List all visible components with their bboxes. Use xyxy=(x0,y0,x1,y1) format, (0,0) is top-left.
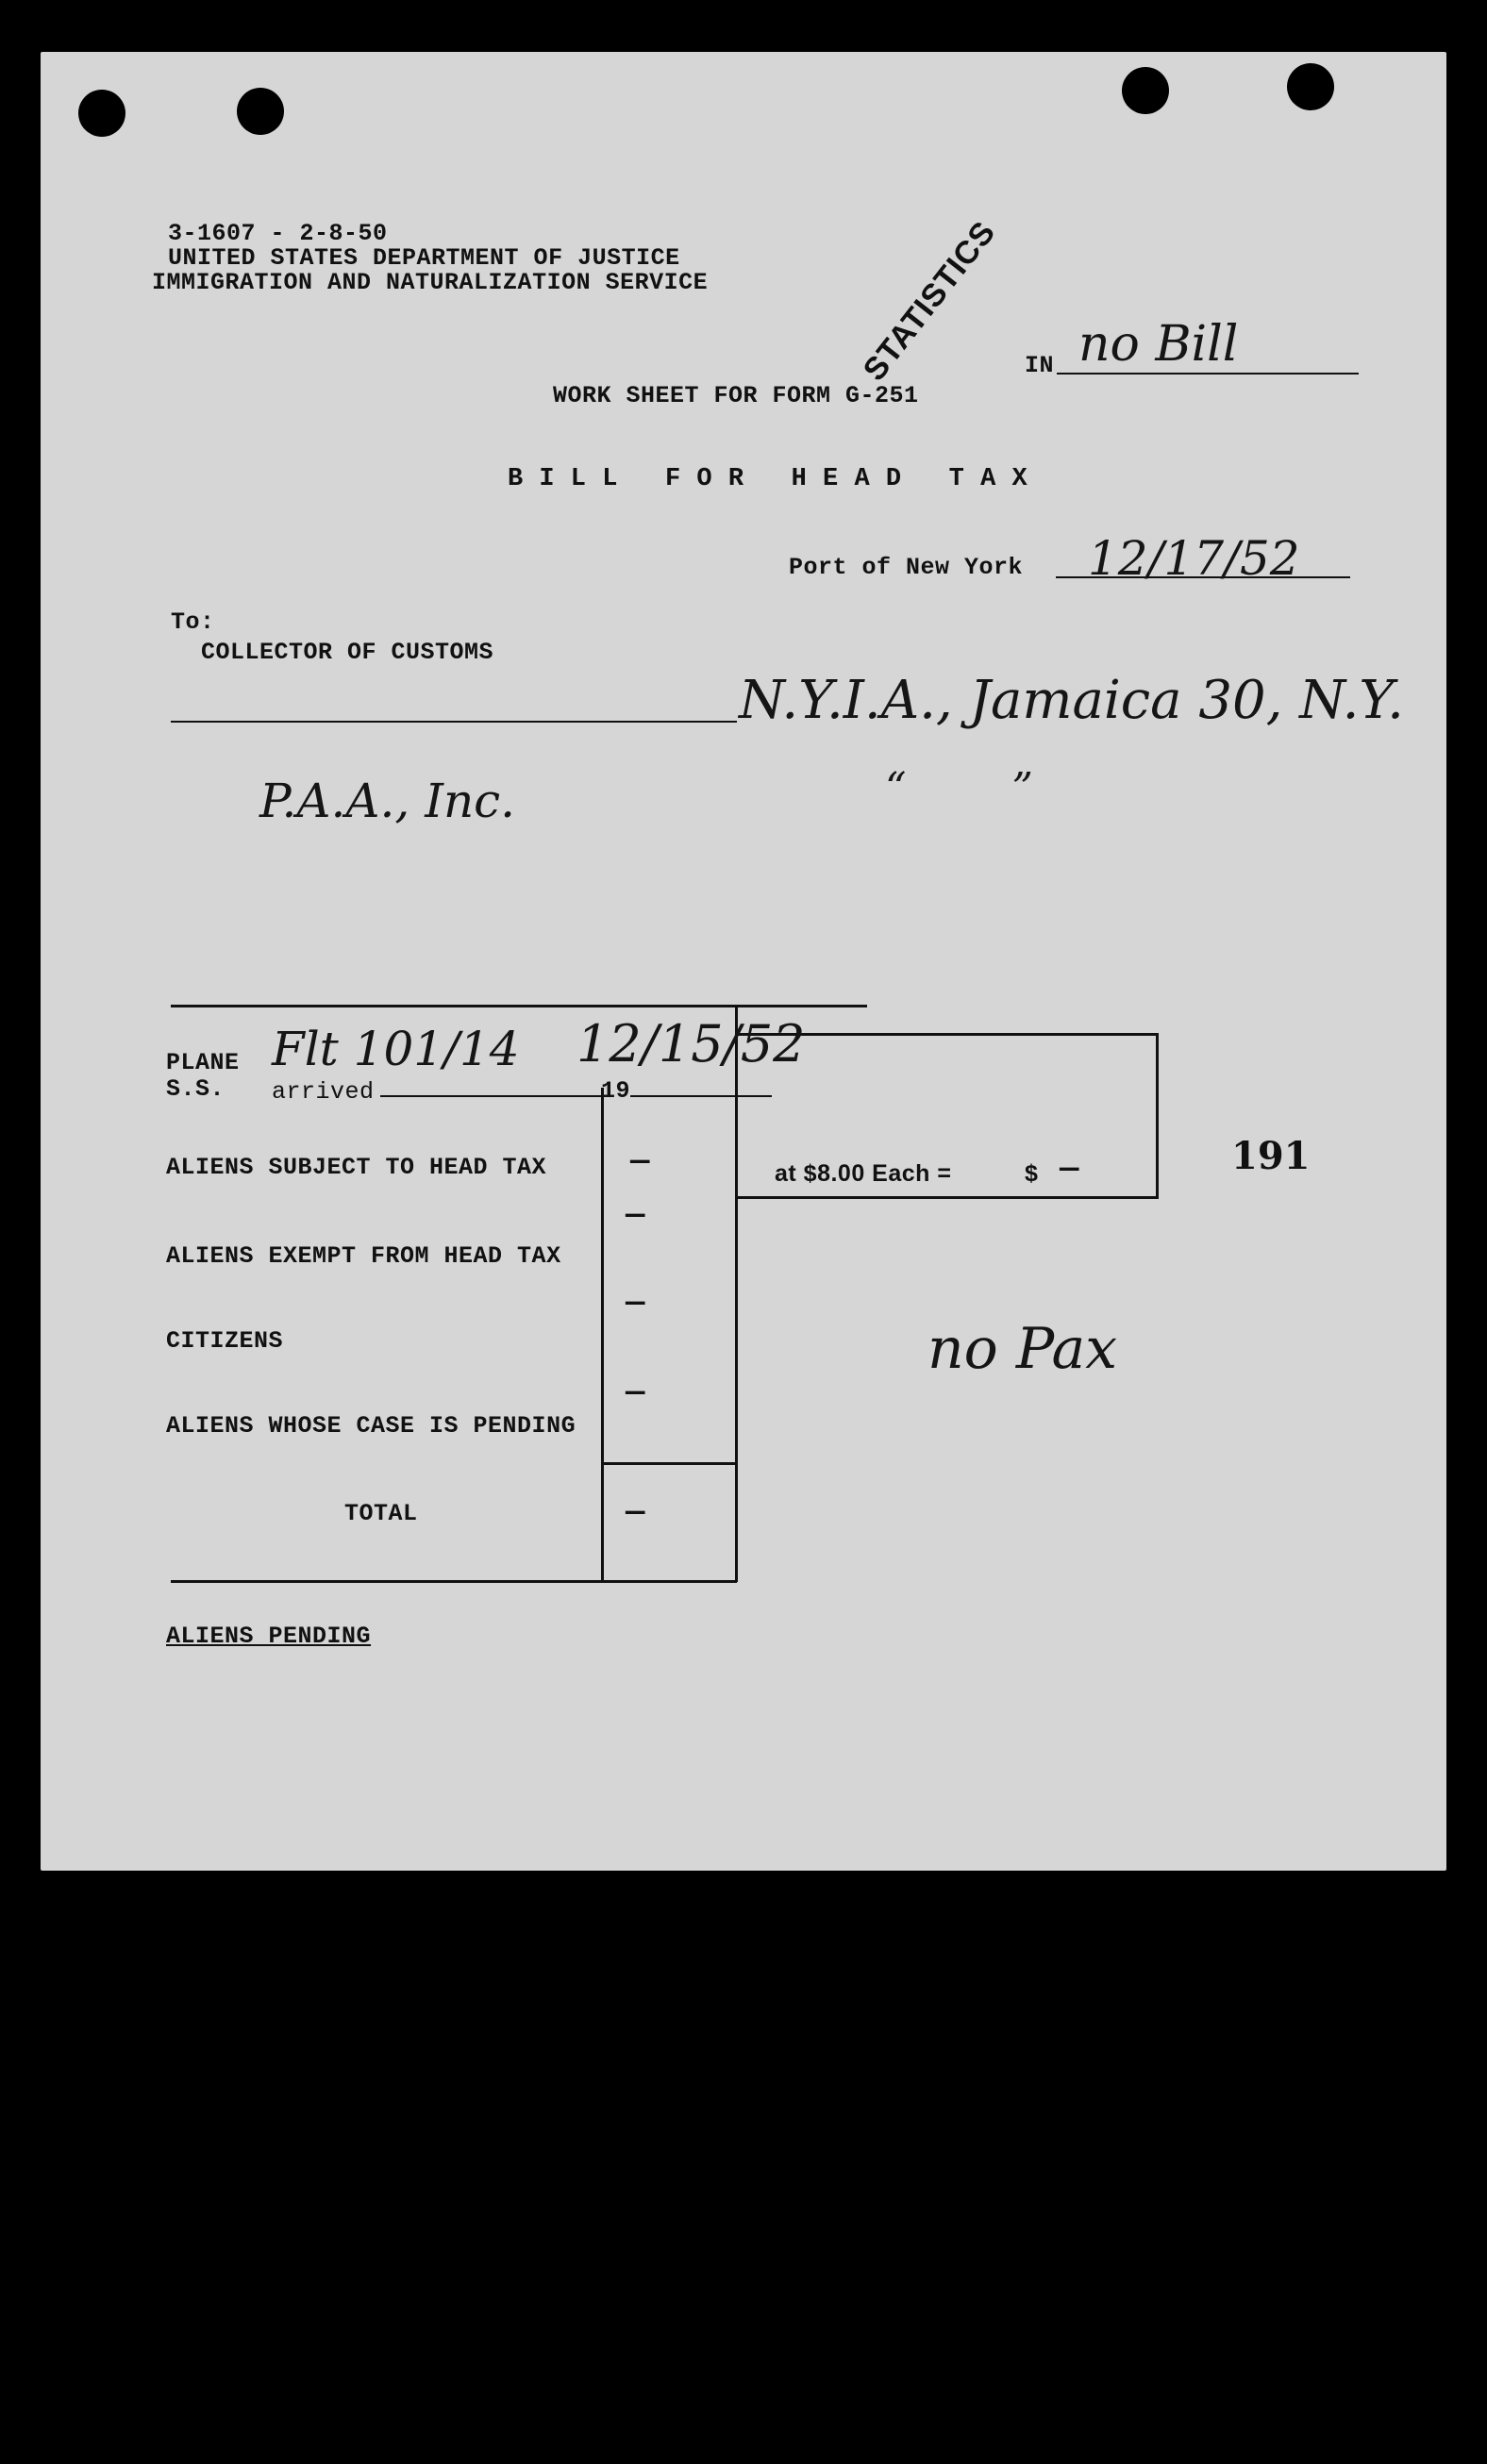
year-prefix: 19 xyxy=(601,1077,631,1105)
aliens-pending-label: ALIENS PENDING xyxy=(166,1623,372,1650)
total-divider xyxy=(601,1462,738,1465)
in-label: IN xyxy=(1025,352,1055,379)
row-label-exempt: ALIENS EXEMPT FROM HEAD TAX xyxy=(166,1242,561,1270)
row-value-citizens: — xyxy=(626,1286,645,1322)
no-pax-handwritten: no Pax xyxy=(927,1316,1118,1382)
row-value-subject: — xyxy=(630,1144,650,1180)
in-value-handwritten: no Bill xyxy=(1078,316,1239,373)
arrived-underline xyxy=(380,1095,603,1097)
company-handwritten: P.A.A., Inc. xyxy=(259,774,516,828)
value-column-left-border xyxy=(601,1088,604,1582)
rate-box-bottom xyxy=(735,1196,1159,1199)
vessel-label-plane: PLANE xyxy=(166,1049,240,1076)
form-number: 3-1607 - 2-8-50 xyxy=(168,220,388,247)
arrival-date-handwritten: 12/15/52 xyxy=(576,1014,806,1074)
punch-hole xyxy=(78,90,125,137)
collector-label: COLLECTOR OF CUSTOMS xyxy=(201,639,494,666)
page-number: 191 xyxy=(1231,1134,1311,1178)
punch-hole xyxy=(1122,67,1169,114)
row-label-subject: ALIENS SUBJECT TO HEAD TAX xyxy=(166,1154,547,1181)
row-value-exempt: — xyxy=(626,1198,645,1234)
table-right-border xyxy=(735,1005,738,1582)
department-name: UNITED STATES DEPARTMENT OF JUSTICE xyxy=(168,244,680,272)
to-label: To: xyxy=(171,608,215,636)
table-top-border xyxy=(171,1005,867,1007)
row-label-pending: ALIENS WHOSE CASE IS PENDING xyxy=(166,1412,576,1440)
flight-handwritten: Flt 101/14 xyxy=(272,1022,520,1076)
row-label-citizens: CITIZENS xyxy=(166,1327,284,1355)
port-label: Port of New York xyxy=(789,554,1024,581)
carrier-handwritten: N.Y.I.A., Jamaica 30, N.Y. xyxy=(739,670,1404,731)
rate-text: at $8.00 Each = xyxy=(775,1160,952,1187)
arrived-label: arrived xyxy=(272,1078,375,1106)
statistics-stamp: STATISTICS xyxy=(856,214,1003,388)
document-page xyxy=(41,52,1446,1871)
port-date-handwritten: 12/17/52 xyxy=(1088,531,1300,586)
year-underline xyxy=(630,1095,772,1097)
rate-box-right xyxy=(1156,1033,1159,1199)
dollar-sign: $ xyxy=(1025,1160,1039,1187)
punch-hole xyxy=(1287,63,1334,110)
in-underline xyxy=(1057,373,1359,375)
table-bottom-border xyxy=(171,1580,737,1583)
amount-value: — xyxy=(1060,1152,1079,1188)
vessel-label-ss: S.S. xyxy=(166,1075,226,1103)
total-value: — xyxy=(626,1495,645,1531)
punch-hole xyxy=(237,88,284,135)
total-label: TOTAL xyxy=(344,1500,418,1527)
service-name: IMMIGRATION AND NATURALIZATION SERVICE xyxy=(152,269,709,296)
row-value-pending: — xyxy=(626,1375,645,1411)
ditto-marks: “ ” xyxy=(885,764,1033,812)
worksheet-title: WORK SHEET FOR FORM G-251 xyxy=(553,382,919,409)
bill-title: B I L L F O R H E A D T A X xyxy=(508,465,1028,493)
carrier-underline xyxy=(171,721,737,723)
